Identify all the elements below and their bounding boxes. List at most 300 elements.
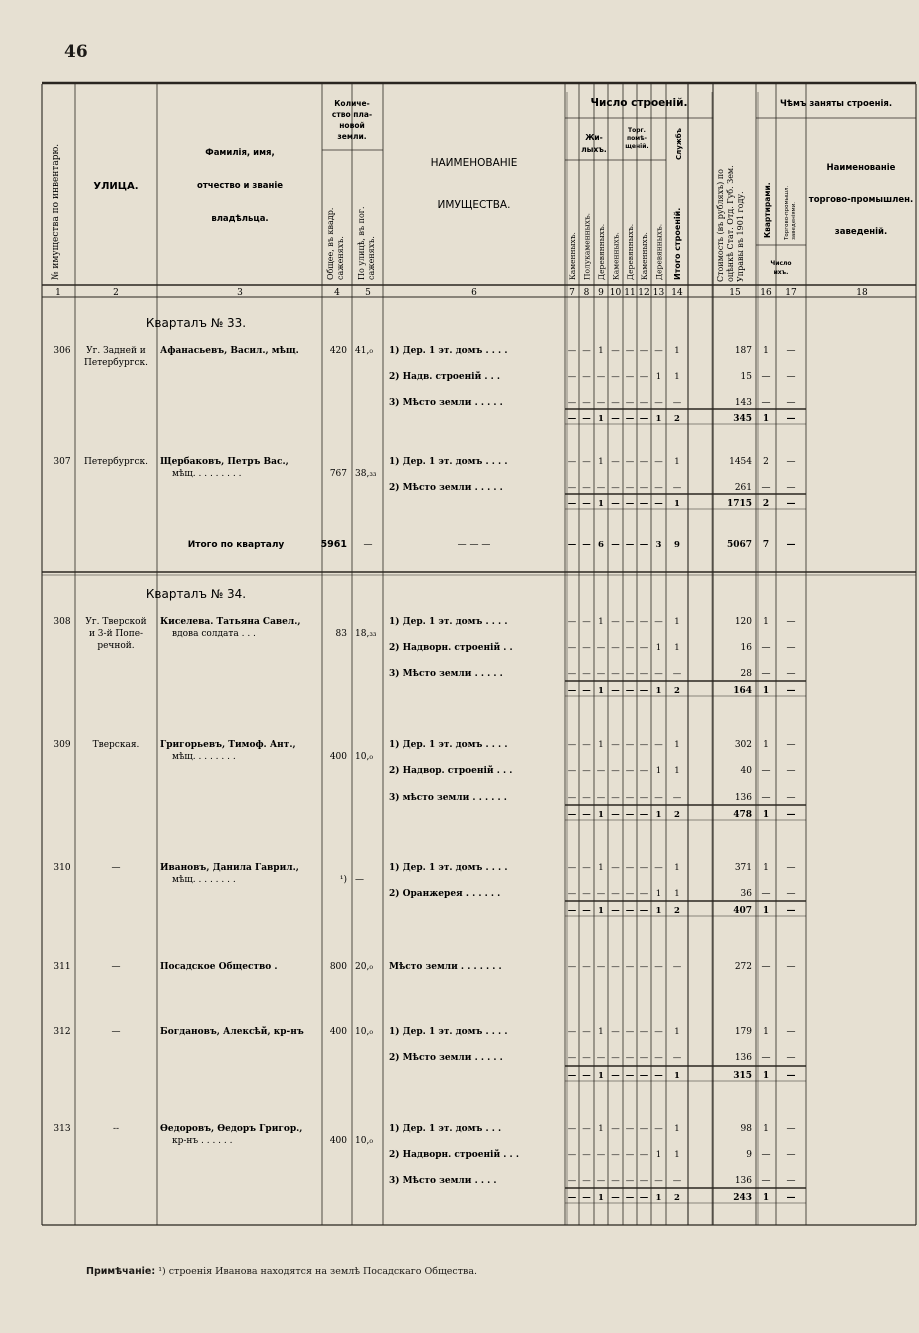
value-cell: 40 [740,766,752,776]
column-number: 1 [55,288,61,298]
count-cell: — [611,1071,620,1081]
count-cell: 1 [598,346,604,356]
count-cell: — [625,617,635,627]
street-name: — [111,863,121,873]
area-total: ¹) [339,875,347,885]
page-number: 46 [64,42,88,62]
owner-name: Киселева. Татьяна Савел., [160,617,301,627]
count-cell: — [582,863,591,873]
header-residential: лыхъ. [581,145,607,154]
count-cell: — [611,483,620,493]
quarter-total-dash: — — — [457,540,491,550]
property-item: 2) Оранжерея . . . . . . [389,889,501,899]
value-cell: 179 [734,1027,752,1037]
count-cell: — [625,1027,635,1037]
establishments-cell: — [786,1027,796,1037]
header-establishment-names: заведеній. [834,227,888,237]
footnote [86,1266,477,1277]
property-item: 2) Надворн. строеній . . [389,643,513,653]
establishments-cell: — [786,1176,796,1186]
apartments-cell: — [761,643,771,653]
count-cell: — [654,793,663,803]
establishments-cell: — [786,793,796,803]
property-item: 2) Надв. строеній . . . [389,372,501,382]
count-cell: — [567,793,577,803]
count-cell: — [567,1071,577,1081]
count-cell: — [567,863,577,873]
header-material: Деревянныхъ. [597,223,606,280]
property-item: 2) Надвор. строеній . . . [389,766,513,776]
establishments-cell: — [786,962,796,972]
street-name: Петербургск. [84,457,148,467]
count-cell: — [654,499,663,509]
count-cell: — [639,766,649,776]
value-cell: 15 [740,372,752,382]
count-cell: — [611,372,620,382]
apartments-cell: 1 [762,414,770,424]
street-name: Тверская. [92,740,140,750]
establishments-cell: — [786,346,796,356]
area-total: 83 [335,629,347,639]
count-cell: — [639,906,649,916]
value-cell: 164 [733,686,752,696]
count-cell: — [596,372,606,382]
count-cell: — [611,863,620,873]
count-cell: — [639,414,649,424]
header-material: Деревянныхъ. [626,223,635,280]
quarter-total-area: 5961 [320,539,347,550]
property-item: Мѣсто земли . . . . . . . [389,962,502,972]
property-item: 2) Мѣсто земли . . . . . [389,1053,503,1063]
street-name: речной. [97,641,135,651]
count-cell: — [582,414,591,424]
column-number: 2 [113,288,119,298]
count-cell: 1 [598,1027,604,1037]
count-cell: 2 [674,414,680,424]
apartments-cell: — [761,483,771,493]
count-cell: 1 [674,499,680,509]
column-number: 16 [760,288,772,298]
establishments-cell: — [786,1124,796,1134]
header-commercial-establishments: заведеніями. [791,201,797,240]
apartments-cell: — [761,1176,771,1186]
footnote-label: Примѣчаніе: [86,1266,156,1277]
count-cell: — [639,793,649,803]
count-cell: — [639,1176,649,1186]
owner-name: Өедоровъ, Өедоръ Григор., [160,1124,303,1134]
count-cell: — [672,483,682,493]
column-number: 18 [856,288,868,298]
count-cell: — [654,669,663,679]
header-owner: Фамилія, имя, [205,148,275,158]
count-cell: — [582,346,591,356]
header-value-1901: Стоимость (въ рубляхъ) по [716,169,725,282]
property-item: 1) Дер. 1 эт. домъ . . . . [389,346,508,356]
count-cell: — [611,1193,620,1203]
street-name: — [111,962,121,972]
count-cell: — [611,810,620,820]
count-cell: 2 [674,810,680,820]
header-material: Каменныхъ. [568,232,577,280]
value-cell: 28 [740,669,752,679]
count-cell: — [625,810,635,820]
establishments-cell: — [786,499,796,509]
count-cell: — [611,962,620,972]
property-item: 3) мѣсто земли . . . . . . [389,793,507,803]
count-cell: — [625,1053,635,1063]
count-cell: — [625,863,635,873]
count-cell: 9 [674,540,680,550]
count-cell: — [625,483,635,493]
count-cell: — [639,962,649,972]
header-total-buildings: Итого строеній. [673,207,682,280]
count-cell: — [625,1124,635,1134]
count-cell: — [639,457,649,467]
property-item: 3) Мѣсто земли . . . . . [389,398,503,408]
establishments-cell: — [786,414,796,424]
count-cell: 1 [674,1027,680,1037]
count-cell: — [582,810,591,820]
establishments-cell: — [786,906,796,916]
count-cell: — [567,372,577,382]
header-land-group: Количе- [334,99,370,108]
count-cell: — [567,1176,577,1186]
count-cell: — [596,962,606,972]
count-cell: — [582,889,591,899]
property-item: 1) Дер. 1 эт. домъ . . . . [389,457,508,467]
count-cell: 1 [598,1124,604,1134]
count-cell: — [596,398,606,408]
header-residential: Жи- [585,133,603,142]
count-cell: — [611,1124,620,1134]
count-cell: — [639,669,649,679]
establishments-cell: — [786,1150,796,1160]
establishments-cell: — [786,669,796,679]
street-name: -- [112,1124,120,1134]
header-frontage: По улицѣ, въ пог. [357,206,366,280]
count-cell: 1 [674,766,680,776]
owner-name: кр-нъ . . . . . . [172,1136,233,1146]
count-cell: 1 [674,643,680,653]
value-cell: 1454 [729,457,752,467]
count-cell: 1 [655,1193,662,1203]
count-cell: 1 [674,740,680,750]
count-cell: — [582,766,591,776]
column-number: 10 [609,288,622,298]
count-cell: 1 [655,372,662,382]
count-cell: — [582,686,591,696]
count-cell: — [582,483,591,493]
count-cell: — [567,414,577,424]
header-service: Службъ [675,128,683,160]
street-name: — [111,1027,121,1037]
street-name: Уг. Задней и [86,346,146,356]
frontage: 10,₀ [355,1027,373,1037]
count-cell: — [582,457,591,467]
owner-name: вдова солдата . . . [172,629,256,639]
apartments-cell: — [761,962,771,972]
count-cell: — [611,740,620,750]
count-cell: — [611,793,620,803]
apartments-cell: — [761,889,771,899]
count-cell: 1 [598,457,604,467]
apartments-cell: — [761,398,771,408]
count-cell: — [611,540,620,550]
inventory-number: 306 [53,346,71,356]
value-cell: 98 [740,1124,752,1134]
header-count: ихъ. [773,269,789,276]
count-cell: — [567,457,577,467]
apartments-cell: 2 [762,499,770,509]
count-cell: 1 [655,906,662,916]
count-cell: — [672,1176,682,1186]
frontage: 18,₃₃ [355,629,377,639]
count-cell: — [672,793,682,803]
count-cell: — [611,643,620,653]
count-cell: — [625,499,635,509]
owner-name: Григорьевъ, Тимоф. Ант., [160,740,296,750]
establishments-cell: — [786,1071,796,1081]
count-cell: 2 [674,1193,680,1203]
count-cell: 1 [655,414,662,424]
value-cell: 478 [733,810,752,820]
count-cell: — [625,643,635,653]
count-cell: — [639,1053,649,1063]
owner-name: Богдановъ, Алексѣй, кр-нъ [160,1027,304,1037]
count-cell: — [611,457,620,467]
count-cell: 1 [598,414,604,424]
count-cell: 1 [598,810,604,820]
street-name: Уг. Тверской [85,617,147,627]
apartments-cell: 1 [763,740,769,750]
count-cell: — [611,906,620,916]
count-cell: 1 [674,457,680,467]
apartments-cell: 1 [763,1124,769,1134]
header-area-total: Общее, въ квадр. [326,207,335,280]
count-cell: — [625,414,635,424]
property-item: 1) Дер. 1 эт. домъ . . . . [389,740,508,750]
header-material: Каменныхъ. [611,232,621,280]
column-number: 5 [365,288,371,298]
frontage: 10,₀ [355,752,373,762]
property-item: 2) Мѣсто земли . . . . . [389,483,503,493]
establishments-cell: — [786,457,796,467]
value-cell: 371 [734,863,752,873]
property-item: 2) Надворн. строеній . . . [389,1150,519,1160]
value-cell: 5067 [726,540,752,550]
count-cell: 2 [674,906,680,916]
count-cell: — [567,346,577,356]
count-cell: — [639,810,649,820]
footnote-text: ¹) строенія Иванова находятся на землѣ Посадскаго Общества. [158,1266,478,1277]
count-cell: — [582,740,591,750]
frontage: 10,₀ [355,1136,373,1146]
establishments-cell: — [786,686,796,696]
establishments-cell: — [786,810,796,820]
frontage: 20,₀ [355,962,373,972]
count-cell: — [625,962,635,972]
count-cell: — [654,398,663,408]
column-number: 11 [624,288,636,298]
count-cell: — [639,1071,649,1081]
count-cell: — [625,793,635,803]
count-cell: — [567,643,577,653]
count-cell: — [582,499,591,509]
count-cell: — [567,398,577,408]
header-street: УЛИЦА. [93,181,139,192]
owner-name: Щербаковъ, Петръ Вас., [160,457,289,467]
count-cell: — [567,669,577,679]
count-cell: — [625,1193,635,1203]
column-number: 3 [237,288,243,298]
value-cell: 136 [734,1053,752,1063]
count-cell: 1 [598,906,604,916]
frontage: 41,₀ [355,346,373,356]
count-cell: — [567,540,577,550]
count-cell: — [611,1176,620,1186]
count-cell: — [625,686,635,696]
apartments-cell: 1 [763,1027,769,1037]
count-cell: — [582,372,591,382]
count-cell: 1 [598,1071,604,1081]
count-cell: 1 [598,740,604,750]
value-cell: 36 [740,889,752,899]
count-cell: — [582,1027,591,1037]
value-cell: 345 [733,414,752,424]
quarter-total-label: Итого по кварталу [187,540,285,550]
count-cell: — [625,457,635,467]
count-cell: — [582,1071,591,1081]
count-cell: — [611,1150,620,1160]
count-cell: — [672,669,682,679]
column-number: 4 [334,288,340,298]
area-total: 400 [329,752,347,762]
count-cell: — [567,906,577,916]
apartments-cell: — [761,1053,771,1063]
area-total: 767 [329,469,347,479]
header-land-group: земли. [337,132,367,141]
owner-name: Афанасьевъ, Васил., мѣщ. [160,346,299,356]
count-cell: — [639,398,649,408]
count-cell: 1 [598,863,604,873]
header-owner: отчество и званіе [196,181,284,191]
property-item: 3) Мѣсто земли . . . . [389,1176,497,1186]
establishments-cell: — [786,483,796,493]
count-cell: 1 [598,1193,604,1203]
count-cell: — [567,1150,577,1160]
count-cell: — [639,643,649,653]
count-cell: — [625,372,635,382]
count-cell: — [654,1027,663,1037]
header-commercial: Торг. [628,127,646,134]
header-land-group: новой [339,121,365,130]
area-total: 400 [329,1136,347,1146]
count-cell: — [639,889,649,899]
frontage: — [355,875,364,885]
count-cell: — [596,643,606,653]
header-count: Число [770,260,792,267]
value-cell: 143 [734,398,752,408]
count-cell: 1 [674,346,680,356]
count-cell: — [625,1150,635,1160]
header-material: Каменныхъ. [640,232,649,280]
count-cell: 1 [655,766,662,776]
value-cell: 187 [734,346,752,356]
count-cell: — [654,1124,663,1134]
count-cell: 1 [674,863,680,873]
count-cell: — [596,1053,606,1063]
column-number: 9 [598,288,604,298]
count-cell: — [639,686,649,696]
column-number: 6 [471,288,477,298]
count-cell: — [625,540,635,550]
column-number: 12 [638,288,650,298]
value-cell: 120 [734,617,752,627]
count-cell: — [639,1027,649,1037]
count-cell: 1 [674,372,680,382]
count-cell: — [596,793,606,803]
value-cell: 243 [733,1193,752,1203]
area-total: 420 [329,346,347,356]
apartments-cell: — [761,372,771,382]
count-cell: — [596,1150,606,1160]
count-cell: — [654,483,663,493]
header-inventory-number: № имущества по инвентарю. [51,143,61,280]
value-cell: 261 [734,483,752,493]
value-cell: 9 [746,1150,752,1160]
count-cell: — [567,1053,577,1063]
value-cell: 136 [734,793,752,803]
count-cell: — [567,1027,577,1037]
apartments-cell: 2 [763,457,769,467]
count-cell: — [654,617,663,627]
count-cell: 1 [655,686,662,696]
value-cell: 302 [734,740,752,750]
apartments-cell: 7 [762,540,770,550]
inventory-number: 313 [53,1124,71,1134]
count-cell: 1 [674,1071,680,1081]
apartments-cell: 1 [762,686,770,696]
column-number: 13 [652,288,665,298]
establishments-cell: — [786,643,796,653]
establishments-cell: — [786,889,796,899]
count-cell: — [582,962,591,972]
column-number: 8 [583,288,590,298]
count-cell: 2 [674,686,680,696]
property-item: 1) Дер. 1 эт. домъ . . . . [389,863,508,873]
count-cell: — [654,740,663,750]
count-cell: — [611,398,620,408]
inventory-number: 312 [53,1027,71,1037]
inventory-number: 310 [53,863,71,873]
count-cell: — [567,499,577,509]
value-cell: 315 [733,1071,752,1081]
header-material: Полукаменныхъ. [582,212,592,280]
property-item: 1) Дер. 1 эт. домъ . . . . [389,617,508,627]
count-cell: — [654,1176,663,1186]
count-cell: — [567,1193,577,1203]
header-land-group: ство пла- [331,110,373,119]
apartments-cell: 1 [763,617,769,627]
apartments-cell: — [761,793,771,803]
count-cell: — [596,889,606,899]
count-cell: 1 [674,1150,680,1160]
header-establishment-names: Наименованіе [826,163,896,173]
header-value-1901: оцѣнкѣ Стат. Отд. Губ. Зем. [726,165,735,282]
header-commercial: щеній. [625,143,649,150]
count-cell: — [582,643,591,653]
count-cell: — [611,499,620,509]
